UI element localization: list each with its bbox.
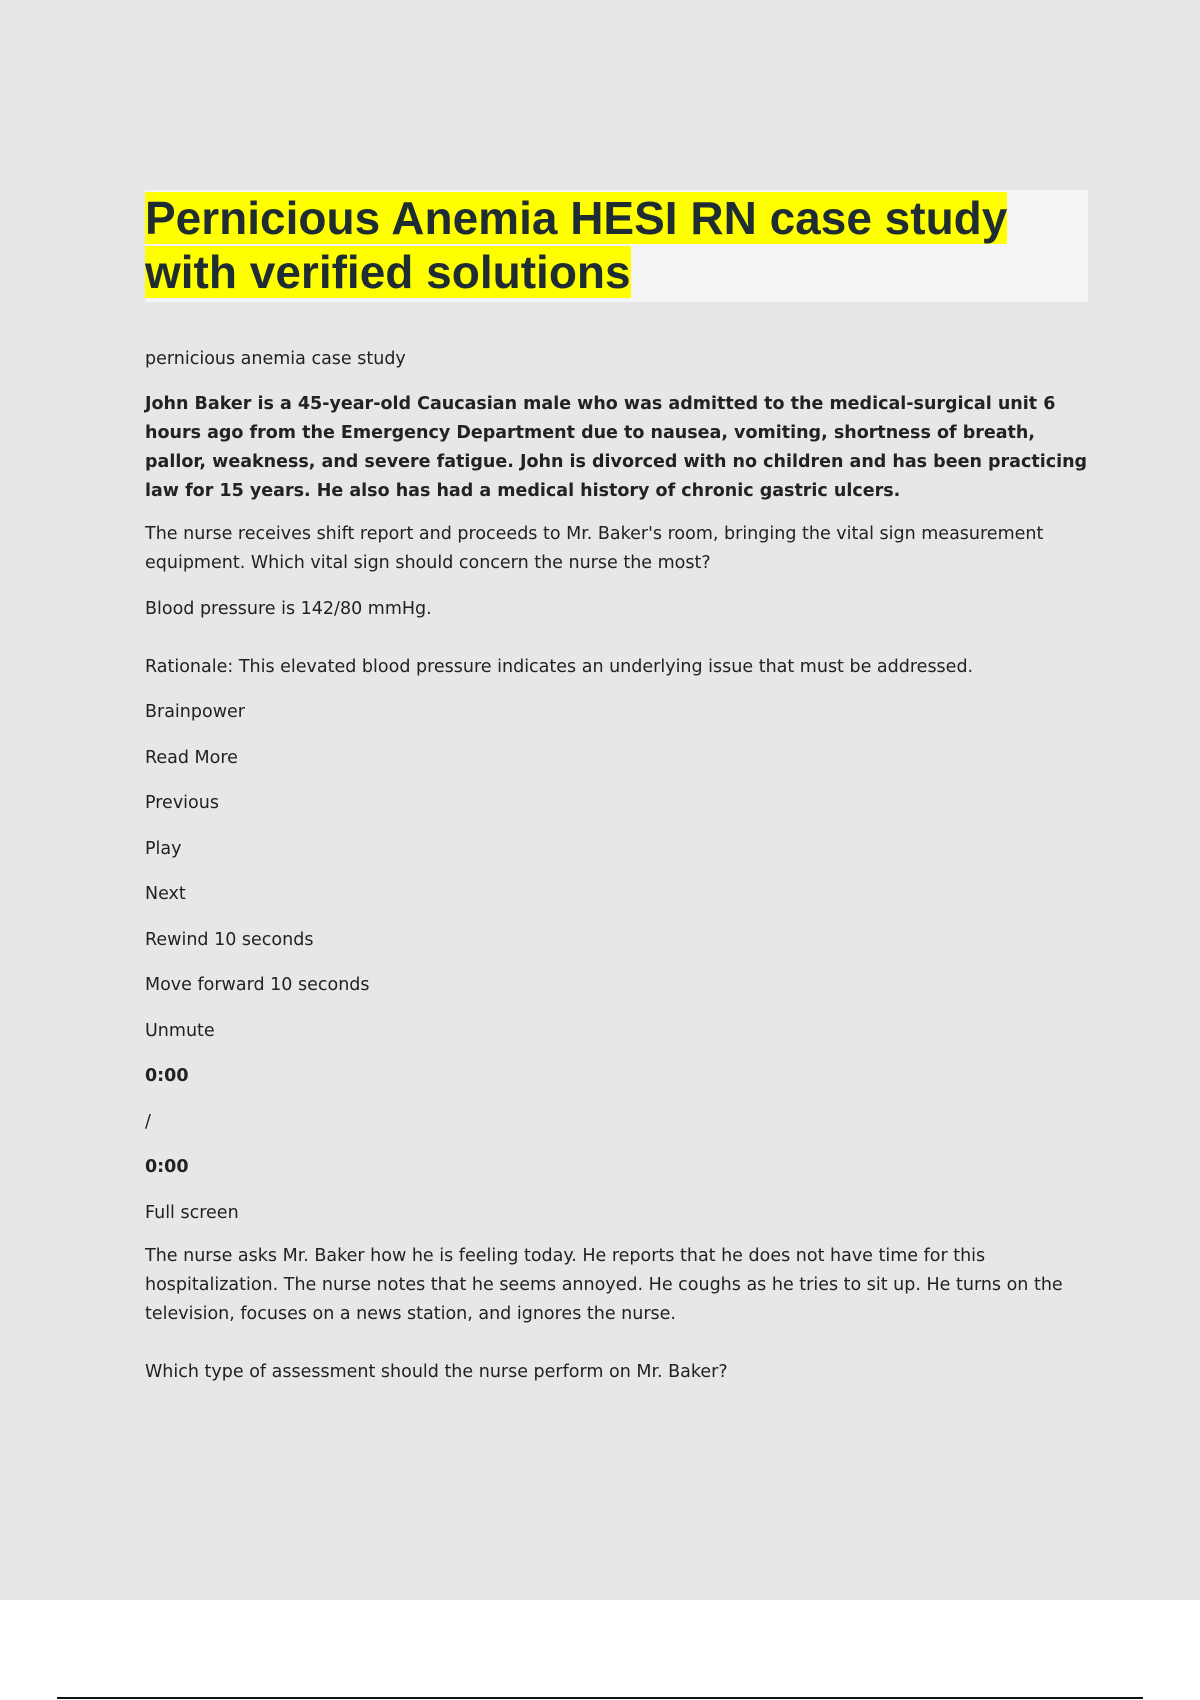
rationale-1: Rationale: This elevated blood pressure indicates an underlying issue that must be addressed. [145, 657, 974, 677]
question-2: Which type of assessment should the nurse perform on Mr. Baker? [145, 1362, 728, 1382]
read-more-link[interactable]: Read More [145, 748, 238, 768]
document-title [145, 191, 1007, 299]
subtitle: pernicious anemia case study [145, 349, 406, 369]
document-body [145, 345, 1090, 1387]
brainpower-label: Brainpower [145, 702, 245, 722]
current-time: 0:00 [145, 1066, 189, 1086]
question-1: The nurse receives shift report and proceeds to Mr. Baker's room, bringing the vital sign measurement equipment. Which vital sign should concern the nurse the most? [145, 524, 1044, 573]
intro-paragraph: John Baker is a 45-year-old Caucasian male who was admitted to the medical-surgical unit 6 hours ago from the Emergency Department due to nausea, vomiting, shortness of breath, pallor, weakness, and severe fatigue. John is divorced with no children and has been practicing law for 15 years. He also has had a medical history of chronic gastric ulcers. [145, 394, 1088, 501]
forward-button[interactable]: Move forward 10 seconds [145, 975, 370, 995]
title-line-1: Pernicious Anemia HESI RN case study [145, 192, 1008, 244]
previous-button[interactable]: Previous [145, 793, 219, 813]
title-line-2: with verified solutions [145, 246, 631, 298]
fullscreen-button[interactable]: Full screen [145, 1203, 239, 1223]
unmute-button[interactable]: Unmute [145, 1021, 215, 1041]
paragraph-2: The nurse asks Mr. Baker how he is feeling today. He reports that he does not have time for this hospitalization. The nurse notes that he seems annoyed. He coughs as he tries to sit up. He turns on the television, focuses on a news station, and ignores the nurse. [145, 1246, 1063, 1324]
play-button[interactable]: Play [145, 839, 182, 859]
next-button[interactable]: Next [145, 884, 186, 904]
time-separator: / [145, 1112, 151, 1132]
bottom-divider [57, 1697, 1143, 1699]
answer-1: Blood pressure is 142/80 mmHg. [145, 599, 432, 619]
duration: 0:00 [145, 1157, 189, 1177]
rewind-button[interactable]: Rewind 10 seconds [145, 930, 314, 950]
